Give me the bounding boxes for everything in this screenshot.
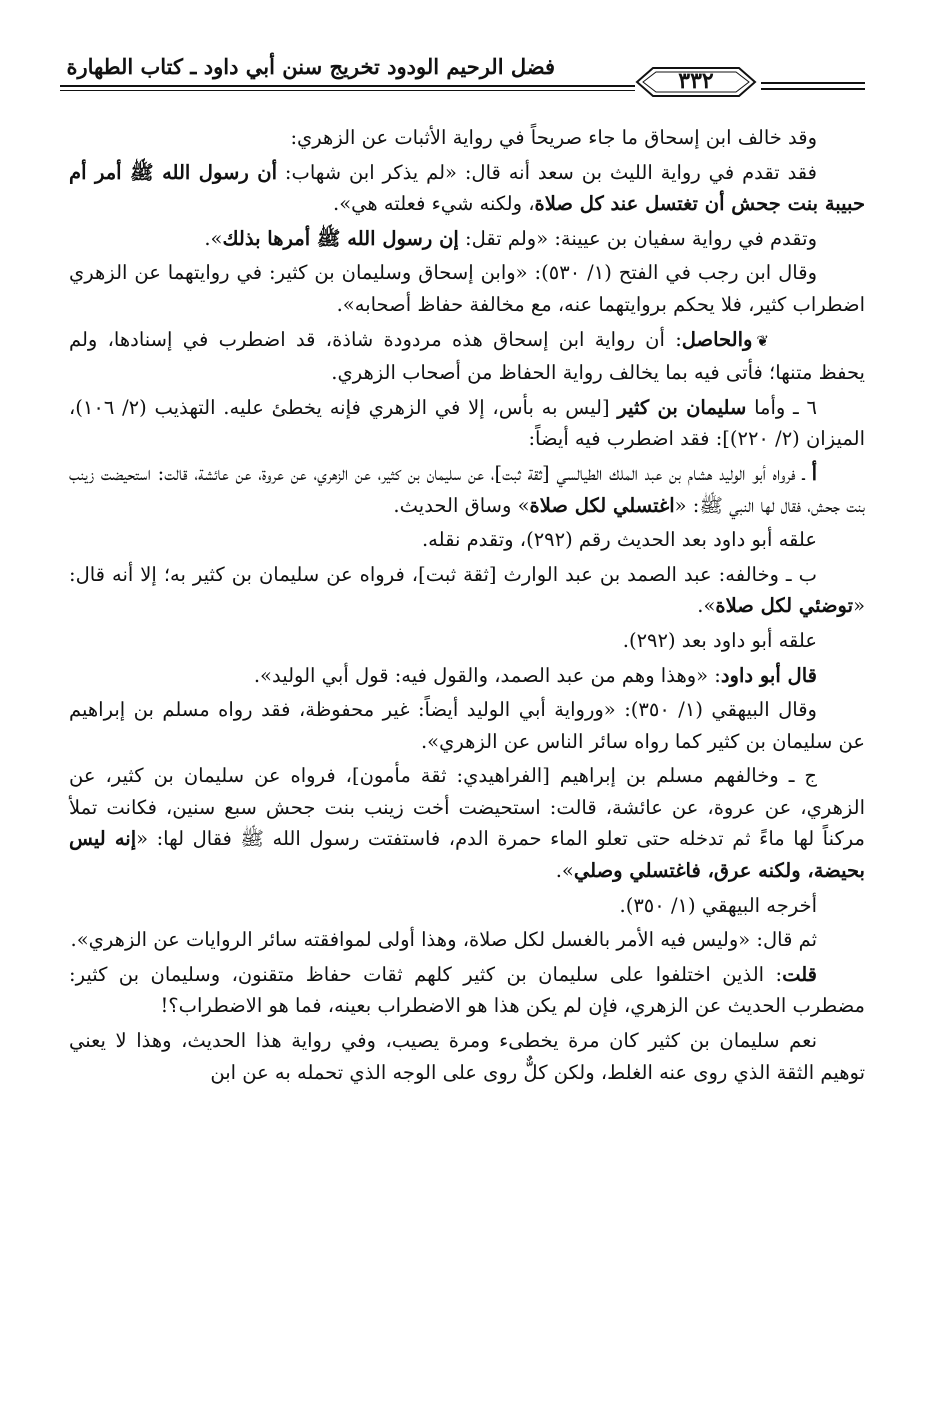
running-title: فضل الرحيم الودود تخريج سنن أبي داود ـ كتاب الطهارة — [66, 54, 555, 79]
text-run: ـ فرواه أبو الوليد هشام بن عبد الملك الطيالسي [ثقة ثبت]، عن سليمان بن كثير، عن الزهري، عن عروة، عن عائشة، قالت: استحيضت زينب بنت جحش، فقال لها النبي ﷺ: « — [69, 461, 865, 517]
emphasized-text: إنه ليس بحيضة، ولكنه عرق، فاغتسلي وصلي — [69, 827, 865, 883]
paragraph — [69, 924, 865, 956]
text-run: ب ـ وخالفه: عبد الصمد بن عبد الوارث [ثقة ثبت]، فرواه عن سليمان بن كثير به؛ إلا أنه قال: « — [69, 562, 865, 618]
text-run: وقد خالف ابن إسحاق ما جاء صريحاً في رواية الأثبات عن الزهري: — [290, 126, 817, 149]
page-body — [69, 122, 865, 1088]
text-run: » وساق الحديث. — [393, 493, 530, 517]
emphasized-text: أ — [811, 461, 817, 485]
text-run: وقال ابن رجب في الفتح (١/ ٥٣٠): «وابن إسحاق وسليمان بن كثير: في روايتهما عن الزهري اضطراب كثير، فلا يحكم بروايتهما عنه، مع مخالفة حفاظ أصحابه». — [69, 261, 865, 316]
leaf-ornament-icon: ❦ — [756, 331, 769, 350]
text-run: ٦ ـ وأما — [746, 395, 817, 419]
paragraph — [69, 223, 865, 255]
text-run: فقد تقدم في رواية الليث بن سعد أنه قال: «لم يذكر ابن شهاب: — [277, 160, 817, 184]
header-rule — [60, 85, 635, 87]
emphasized-text: اغتسلي لكل صلاة — [529, 493, 675, 517]
paragraph — [69, 760, 865, 886]
emphasized-text: سليمان بن كثير — [617, 395, 747, 419]
text-run: علقه أبو داود بعد (٢٩٢). — [622, 628, 817, 652]
text-run: ج ـ وخالفهم مسلم بن إبراهيم [الفراهيدي: ثقة مأمون]، فرواه عن سليمان بن كثير، عن الزهري، عن عروة، عن عائشة، قالت: استحيضت أخت زينب بنت جحش سبع سنين، فكانت تملأ مركناً لها ماءً ثم تدخله حتى تعلو الماء حمرة الدم، فاستفتت رسول الله ﷺ فقال لها: « — [69, 764, 865, 851]
paragraph — [69, 324, 865, 389]
paragraph — [69, 524, 865, 556]
paragraph — [69, 458, 865, 521]
text-run: وتقدم في رواية سفيان بن عيينة: «ولم تقل: — [458, 226, 817, 250]
page-header — [60, 52, 865, 114]
text-run: : الذين اختلفوا على سليمان بن كثير كلهم ثقات حفاظ متقنون، وسليمان بن كثير: مضطرب الحديث عن الزهري، فإن لم يكن هذا هو الاضطراب بعينه، فما هو الاضطراب؟! — [69, 962, 865, 1018]
paragraph — [69, 392, 865, 455]
text-run: علقه أبو داود بعد الحديث رقم (٢٩٢)، وتقدم نقله. — [421, 528, 817, 552]
text-run: ». — [204, 226, 223, 250]
text-run: : أن رواية ابن إسحاق هذه مردودة شاذة، قد اضطرب في إسنادها، ولم يحفظ متنها؛ فأتى فيه بما يخالف رواية الحفاظ من أصحاب الزهري. — [69, 327, 865, 385]
emphasized-text: توضئي لكل صلاة — [715, 594, 854, 618]
text-run: ، ولكنه شيء فعلته هي». — [333, 192, 535, 216]
text-run: ». — [555, 859, 574, 883]
text-run: أخرجه البيهقي (١/ ٣٥٠). — [619, 893, 817, 917]
text-run: ». — [697, 594, 716, 618]
emphasized-text: أن رسول الله ﷺ أمر أم حبيبة بنت جحش أن تغتسل عند كل صلاة — [69, 160, 865, 216]
emphasized-text: قال أبو داود — [720, 663, 817, 687]
paragraph — [69, 122, 865, 154]
text-run: ثم قال: «وليس فيه الأمر بالغسل لكل صلاة، وهذا أولى لموافقته سائر الروايات عن الزهري». — [70, 928, 817, 952]
paragraph — [69, 625, 865, 657]
page-number: ٣٣٢ — [678, 68, 714, 94]
text-run: [ليس به بأس، إلا في الزهري فإنه يخطئ عليه. التهذيب (٢/ ١٠٦)، الميزان (٢/ ٢٢٠)]: فقد اضطرب فيه أيضاً: — [69, 395, 865, 451]
emphasized-text: قلت — [782, 962, 817, 986]
paragraph — [69, 157, 865, 220]
header-rule — [60, 90, 635, 91]
page-number-ornament — [633, 64, 759, 100]
paragraph — [69, 959, 865, 1022]
paragraph — [69, 257, 865, 320]
text-run: نعم سليمان بن كثير كان مرة يخطىء ومرة يصيب، وفي رواية هذا الحديث، وهذا لا يعني توهيم الثقة الذي روى عنه الغلط، ولكن كلٌّ روى على الوجه الذي تحمله به عن ابن — [69, 1029, 865, 1084]
emphasized-text: إن رسول الله ﷺ أمرها بذلك — [222, 226, 459, 250]
text-run: : «وهذا وهم من عبد الصمد، والقول فيه: قول أبي الوليد». — [253, 663, 721, 687]
paragraph — [69, 694, 865, 757]
header-rule — [761, 82, 865, 84]
paragraph — [69, 559, 865, 622]
paragraph — [69, 1025, 865, 1088]
emphasized-text: والحاصل — [681, 327, 753, 351]
paragraph — [69, 660, 865, 692]
text-run: وقال البيهقي (١/ ٣٥٠): «ورواية أبي الوليد أيضاً: غير محفوظة، فقد رواه مسلم بن إبراهيم عن سليمان بن كثير كما رواه سائر الناس عن الزهري». — [69, 698, 865, 753]
paragraph — [69, 890, 865, 922]
header-rule — [761, 88, 865, 90]
